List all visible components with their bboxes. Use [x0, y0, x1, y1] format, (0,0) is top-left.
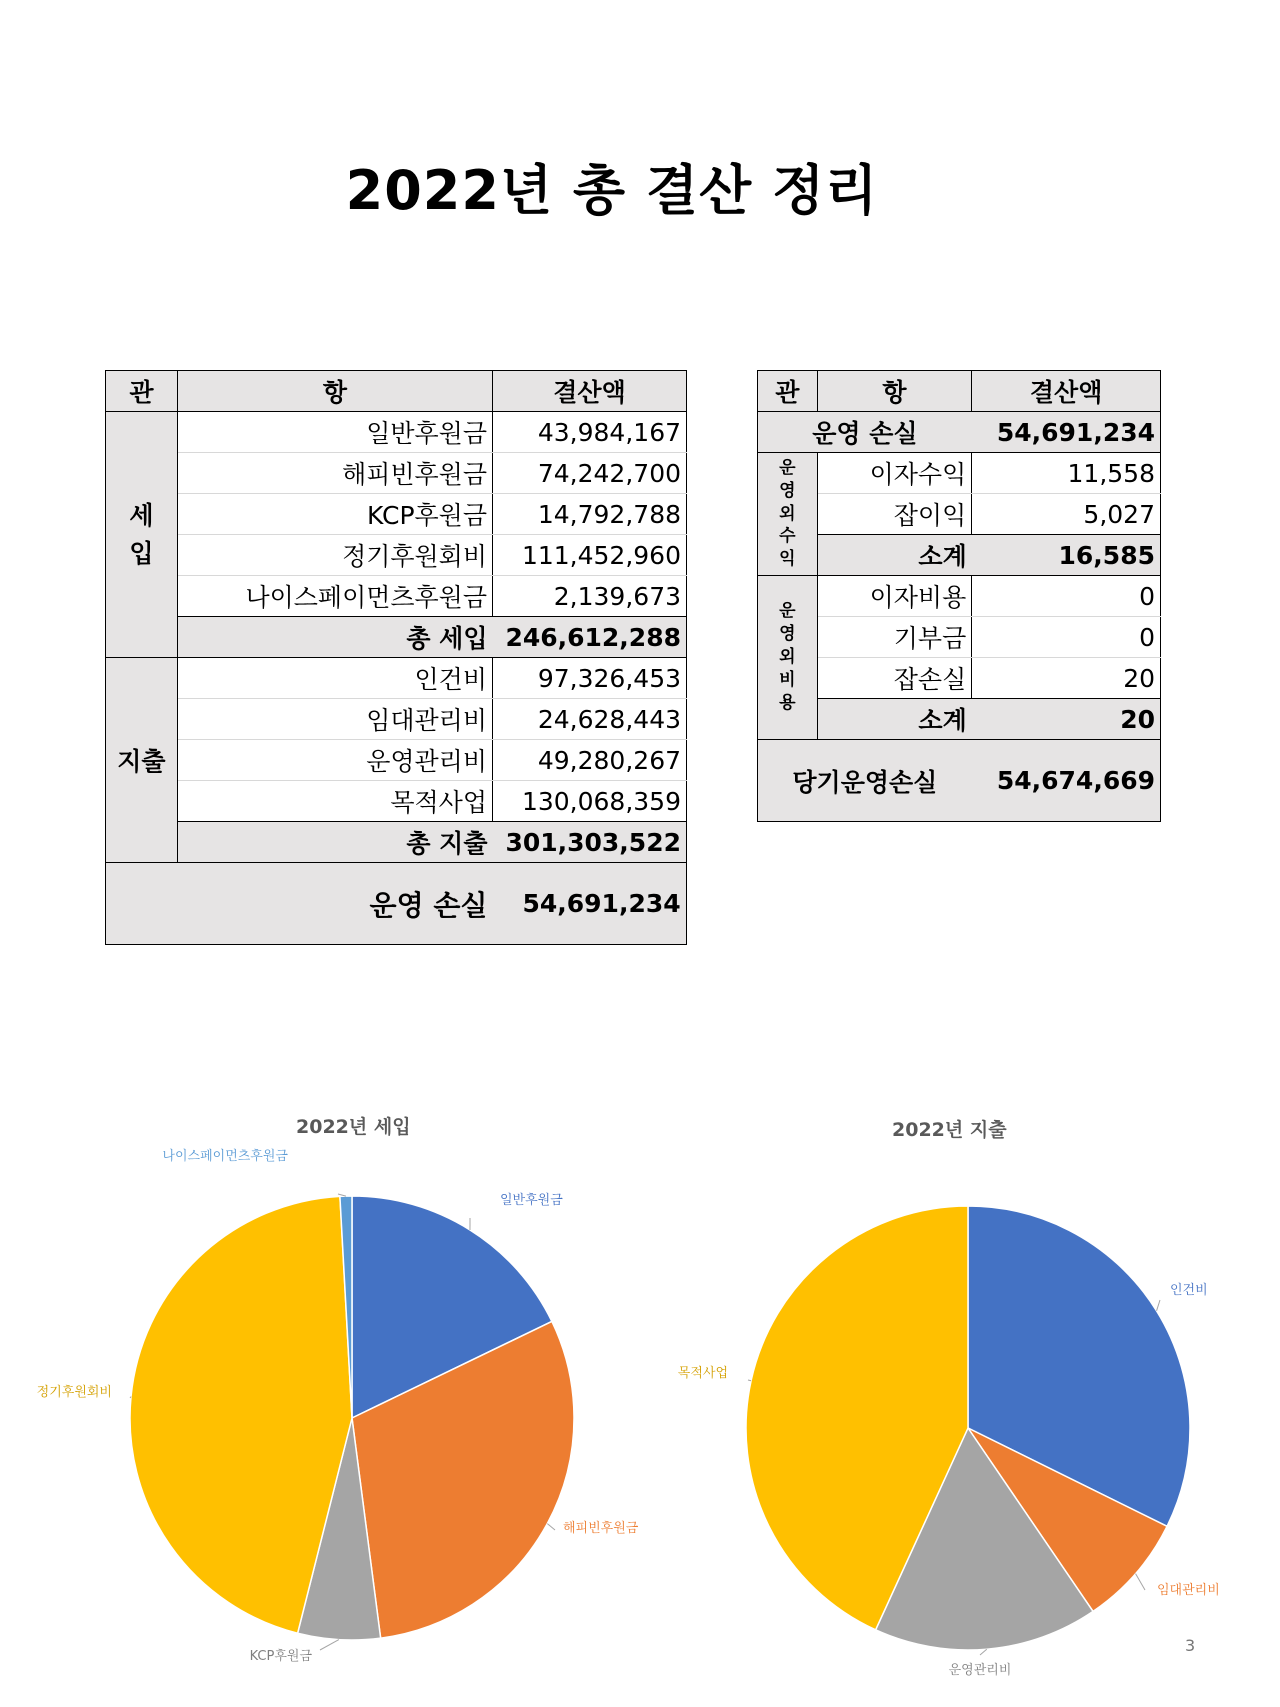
non-op-expense-label: 잡손실 [817, 658, 972, 699]
income-pie [37, 1148, 639, 1664]
expense-item-value: 49,280,267 [492, 740, 686, 781]
income-group-char: 세 [129, 501, 154, 530]
group-char: 영 [779, 624, 796, 645]
expense-item-label: 목적사업 [177, 781, 492, 822]
non-op-expense-value: 0 [972, 617, 1161, 658]
pie-leader-line [748, 1380, 751, 1381]
group-char: 운 [779, 457, 796, 478]
group-char: 외 [779, 503, 796, 524]
income-total-value: 246,612,288 [492, 617, 686, 658]
income-item-label: 해피빈후원금 [177, 453, 492, 494]
non-op-expense-subtotal-label: 소계 [817, 699, 972, 740]
income-item-value: 43,984,167 [492, 412, 686, 453]
income-chart-title: 2022년 세입 [296, 1116, 411, 1138]
non-op-income-subtotal-value: 16,585 [972, 535, 1161, 576]
header-gwan: 관 [758, 371, 818, 412]
income-item-value: 2,139,673 [492, 576, 686, 617]
pie-leader-line [320, 1640, 339, 1650]
expense-item-value: 24,628,443 [492, 699, 686, 740]
group-char: 익 [779, 549, 796, 570]
group-char: 비 [779, 669, 796, 690]
header-hang: 항 [817, 371, 972, 412]
non-op-expense-subtotal-value: 20 [972, 699, 1161, 740]
op-loss-label: 운영 손실 [758, 412, 972, 453]
expense-item-label: 임대관리비 [177, 699, 492, 740]
income-total-label: 총 세입 [177, 617, 492, 658]
group-char: 영 [779, 480, 796, 501]
income-item-value: 14,792,788 [492, 494, 686, 535]
expense-item-label: 인건비 [177, 658, 492, 699]
pie-label: 해피빈후원금 [563, 1521, 639, 1536]
group-char: 운 [779, 601, 796, 622]
header-hang: 항 [177, 371, 492, 412]
op-loss-value: 54,691,234 [972, 412, 1161, 453]
operating-loss-value: 54,691,234 [492, 863, 686, 945]
expense-total-value: 301,303,522 [492, 822, 686, 863]
non-op-expense-value: 20 [972, 658, 1161, 699]
non-op-expense-value: 0 [972, 576, 1161, 617]
expense-item-value: 97,326,453 [492, 658, 686, 699]
net-loss-value: 54,674,669 [972, 740, 1161, 822]
header-gwan: 관 [106, 371, 178, 412]
non-op-income-value: 11,558 [972, 453, 1161, 494]
page-number: 3 [1185, 1636, 1196, 1655]
income-item-value: 74,242,700 [492, 453, 686, 494]
group-char: 외 [779, 647, 796, 668]
pie-label: 목적사업 [677, 1366, 728, 1381]
income-item-value: 111,452,960 [492, 535, 686, 576]
header-amount: 결산액 [492, 371, 686, 412]
operating-loss-label: 운영 손실 [106, 863, 493, 945]
net-loss-label: 당기운영손실 [758, 740, 972, 822]
non-op-income-label: 잡이익 [817, 494, 972, 535]
expense-pie [678, 1206, 1220, 1678]
income-item-label: 나이스페이먼츠후원금 [177, 576, 492, 617]
non-op-expense-label: 기부금 [817, 617, 972, 658]
non-op-income-value: 5,027 [972, 494, 1161, 535]
pie-label: 일반후원금 [500, 1193, 563, 1208]
expense-chart-title: 2022년 지출 [892, 1119, 1007, 1141]
pie-label: 정기후원회비 [36, 1385, 112, 1400]
pie-label: 운영관리비 [948, 1663, 1012, 1678]
expense-item-label: 운영관리비 [177, 740, 492, 781]
income-item-label: 정기후원회비 [177, 535, 492, 576]
non-op-income-label: 이자수익 [817, 453, 972, 494]
group-char: 수 [779, 526, 796, 547]
group-char: 용 [779, 692, 796, 713]
income-item-label: KCP후원금 [177, 494, 492, 535]
header-amount: 결산액 [972, 371, 1161, 412]
expense-group: 지출 [106, 658, 178, 863]
non-op-income-subtotal-label: 소계 [817, 535, 972, 576]
page-title: 2022년 총 결산 정리 [345, 159, 879, 222]
expense-item-value: 130,068,359 [492, 781, 686, 822]
pie-leader-line [547, 1524, 555, 1530]
pie-label: 임대관리비 [1157, 1583, 1220, 1598]
expense-total-label: 총 지출 [177, 822, 492, 863]
pie-label: 인건비 [1170, 1283, 1208, 1298]
pie-leader-line [1136, 1574, 1145, 1590]
pie-label: 나이스페이먼츠후원금 [162, 1149, 288, 1164]
pie-label: KCP후원금 [249, 1649, 312, 1664]
income-item-label: 일반후원금 [177, 412, 492, 453]
pie-leader-line [1157, 1300, 1160, 1311]
income-group-char: 입 [129, 538, 154, 568]
non-op-expense-label: 이자비용 [817, 576, 972, 617]
